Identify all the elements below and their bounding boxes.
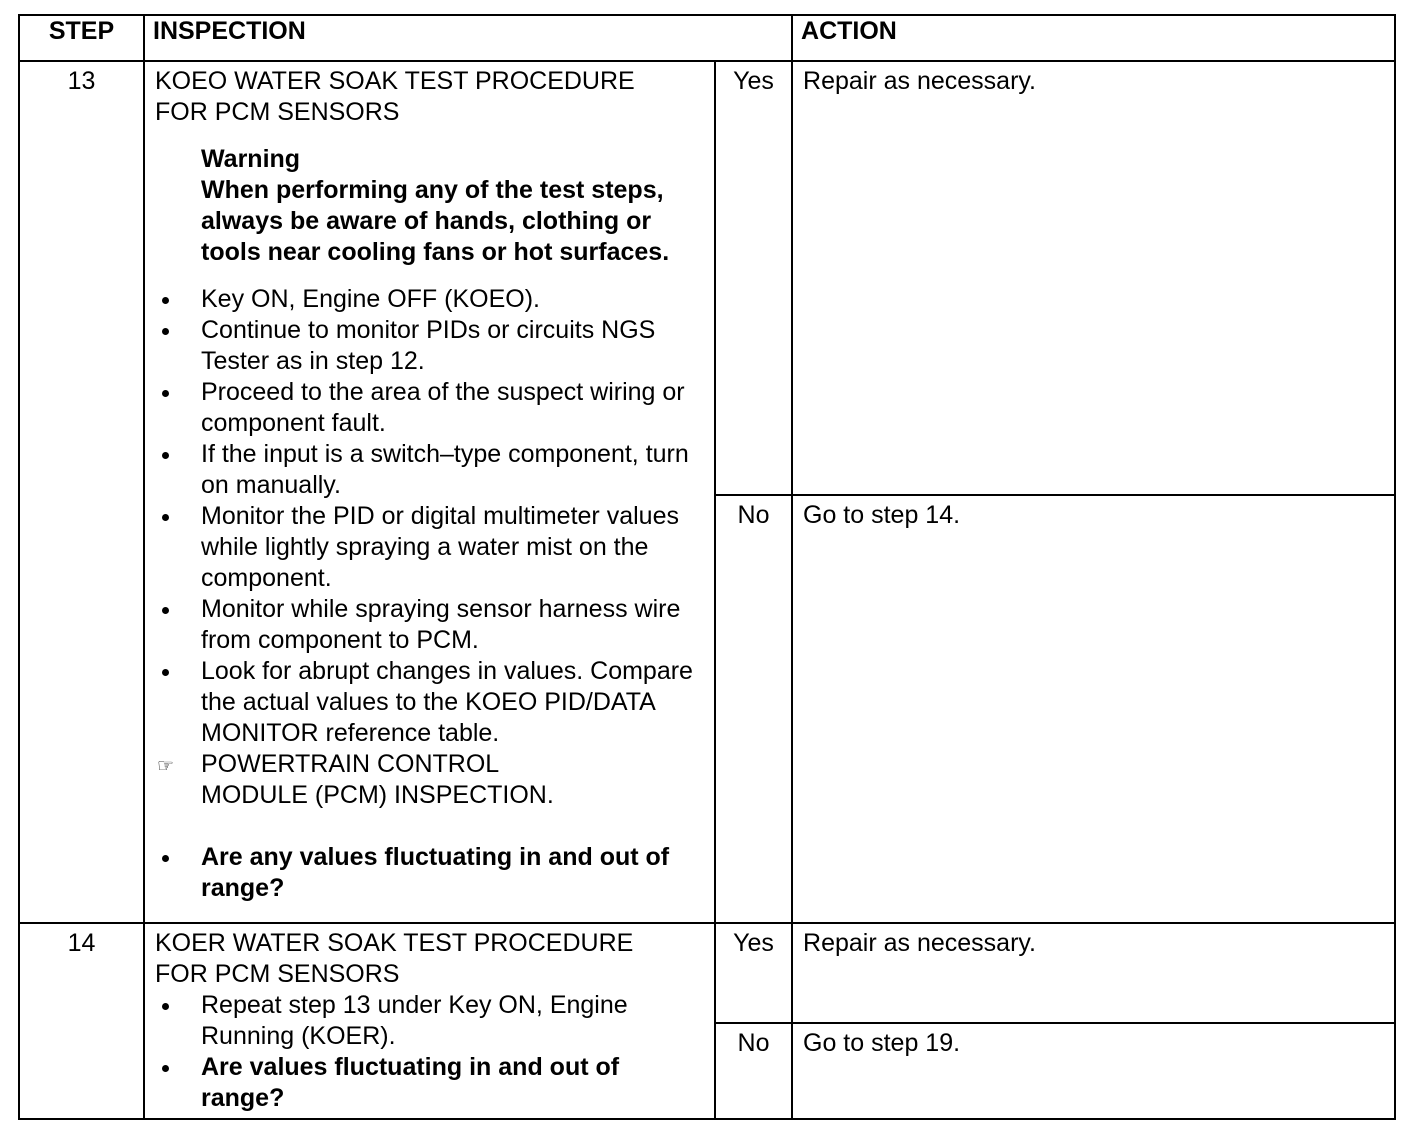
- bullet-dot-icon: [155, 315, 175, 346]
- pointing-hand-icon: ☞: [156, 756, 174, 777]
- bullet-dot-icon: [155, 656, 175, 687]
- bullet-dot-icon: [155, 439, 175, 470]
- step-13-title-line2: FOR PCM SENSORS: [155, 98, 400, 126]
- bullet-dot-icon: [155, 501, 175, 532]
- question-text: Are values fluctuating in and out of range?: [201, 1053, 620, 1112]
- step-13-number: 13: [19, 61, 144, 923]
- step-14-no-action: Go to step 19.: [792, 1023, 1395, 1119]
- list-item: [155, 990, 704, 1052]
- header-inspection: INSPECTION: [144, 15, 792, 61]
- step-14-number: 14: [19, 923, 144, 1119]
- question-text: Are any values fluctuating in and out of range?: [201, 843, 670, 902]
- warning-label: Warning: [201, 145, 301, 173]
- step-14-yes-label: Yes: [715, 923, 792, 1023]
- step-13-title-line1: KOEO WATER SOAK TEST PROCEDURE: [155, 67, 635, 95]
- step-13-row-yes: [19, 61, 1395, 495]
- list-item: [155, 501, 704, 594]
- step-13-bullet-list: [155, 284, 704, 904]
- step-13-warning: [155, 144, 704, 268]
- bullet-dot-icon: [155, 842, 175, 873]
- bullet-dot-icon: [155, 377, 175, 408]
- step-13-yes-action: Repair as necessary.: [792, 61, 1395, 495]
- list-item: [155, 377, 704, 439]
- bullet-dot-icon: [155, 594, 175, 625]
- bullet-dot-icon: [155, 990, 175, 1021]
- reference-item: [155, 749, 704, 811]
- step-14-inspection: [144, 923, 715, 1119]
- step-13-no-label: No: [715, 495, 792, 923]
- list-item: [155, 439, 704, 501]
- question-item: [155, 1052, 704, 1114]
- list-item: [155, 284, 704, 315]
- diagnostic-table-sheet: [18, 14, 1394, 1116]
- bullet-text: Look for abrupt changes in values. Compare the actual values to the KOEO PID/DATA MONITOR reference table.: [201, 657, 693, 747]
- diagnostic-table: [18, 14, 1396, 1120]
- bullet-text: If the input is a switch–type component, turn on manually.: [201, 440, 689, 499]
- reference-line1: POWERTRAIN CONTROL: [201, 750, 500, 778]
- bullet-text: Monitor while spraying sensor harness wire from component to PCM.: [201, 595, 681, 654]
- step-14-yes-action: Repair as necessary.: [792, 923, 1395, 1023]
- question-item: [155, 842, 704, 904]
- list-item: [155, 315, 704, 377]
- step-13-no-action: Go to step 14.: [792, 495, 1395, 923]
- bullet-text: Repeat step 13 under Key ON, Engine Running (KOER).: [201, 991, 628, 1050]
- list-item: [155, 656, 704, 749]
- step-14-no-label: No: [715, 1023, 792, 1119]
- warning-text: When performing any of the test steps, always be aware of hands, clothing or tools near cooling fans or hot surfaces.: [201, 176, 670, 266]
- step-14-bullet-list: [155, 990, 704, 1114]
- step-14-title-line1: KOER WATER SOAK TEST PROCEDURE: [155, 929, 634, 957]
- bullet-text: Monitor the PID or digital multimeter values while lightly spraying a water mist on the component.: [201, 502, 679, 592]
- bullet-text: Key ON, Engine OFF (KOEO).: [201, 285, 540, 313]
- step-14-row-yes: [19, 923, 1395, 1023]
- bullet-dot-icon: [155, 284, 175, 315]
- step-14-title-line2: FOR PCM SENSORS: [155, 960, 400, 988]
- bullet-dot-icon: [155, 1052, 175, 1083]
- reference-line2: MODULE (PCM) INSPECTION.: [201, 781, 554, 809]
- list-item: [155, 594, 704, 656]
- step-13-inspection: [144, 61, 715, 923]
- header-action: ACTION: [792, 15, 1395, 61]
- bullet-text: Continue to monitor PIDs or circuits NGS Tester as in step 12.: [201, 316, 656, 375]
- bullet-text: Proceed to the area of the suspect wiring or component fault.: [201, 378, 685, 437]
- step-13-yes-label: Yes: [715, 61, 792, 495]
- header-row: [19, 15, 1395, 61]
- header-step: STEP: [19, 15, 144, 61]
